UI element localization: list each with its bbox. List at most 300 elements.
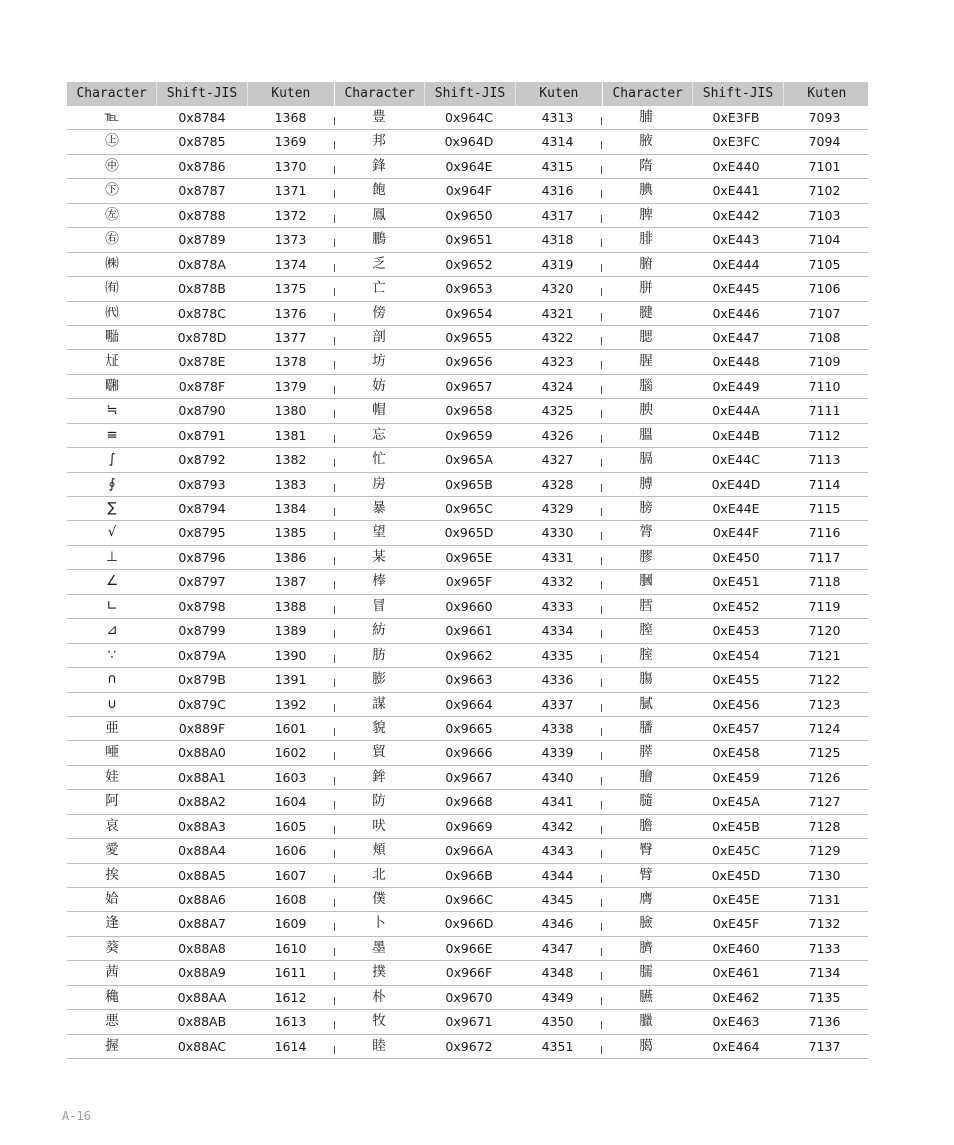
header-shift-jis: Shift-JIS bbox=[424, 82, 514, 106]
character-cell: ∮ bbox=[108, 475, 116, 492]
kuten-cell: 4320 bbox=[541, 281, 574, 297]
shift-jis-cell: 0x966B bbox=[445, 867, 493, 883]
row-group-1 bbox=[67, 961, 334, 984]
table-row bbox=[67, 546, 868, 570]
character-cell: 穐 bbox=[105, 988, 119, 1005]
kuten-cell: 4315 bbox=[541, 158, 574, 174]
row-group-3 bbox=[601, 546, 868, 569]
shift-jis-cell: 0x8798 bbox=[178, 598, 226, 614]
kuten-cell: 4337 bbox=[541, 696, 574, 712]
shift-jis-cell: 0x879C bbox=[178, 696, 226, 712]
kuten-cell: 7117 bbox=[808, 549, 841, 565]
shift-jis-cell: 0xE44E bbox=[712, 501, 760, 516]
shift-jis-cell: 0xE444 bbox=[712, 256, 760, 272]
kuten-cell: 7109 bbox=[808, 354, 841, 370]
kuten-cell: 7119 bbox=[808, 598, 841, 614]
shift-jis-cell: 0x8791 bbox=[178, 427, 226, 443]
character-cell: 腴 bbox=[639, 402, 653, 419]
row-group-3 bbox=[601, 766, 868, 789]
shift-jis-cell: 0x965E bbox=[445, 549, 493, 565]
row-group-3 bbox=[601, 570, 868, 593]
table-row bbox=[67, 741, 868, 765]
character-cell: 姶 bbox=[105, 891, 119, 907]
shift-jis-cell: 0xE443 bbox=[712, 232, 760, 248]
kuten-cell: 4349 bbox=[541, 989, 574, 1005]
row-group-1 bbox=[67, 204, 334, 227]
row-group-3 bbox=[601, 961, 868, 984]
kuten-cell: 4343 bbox=[541, 843, 574, 859]
kuten-cell: 7094 bbox=[808, 134, 841, 150]
kuten-cell: 7103 bbox=[808, 207, 841, 223]
kuten-cell: 1373 bbox=[274, 232, 307, 248]
character-cell: 腮 bbox=[639, 328, 653, 345]
row-group-1 bbox=[67, 717, 334, 740]
character-cell: 腟 bbox=[639, 646, 653, 663]
kuten-cell: 1392 bbox=[274, 696, 307, 712]
shift-jis-cell: 0x878D bbox=[177, 329, 227, 345]
shift-jis-cell: 0x8797 bbox=[178, 574, 226, 590]
header-character: Character bbox=[344, 86, 415, 101]
kuten-cell: 4324 bbox=[541, 378, 574, 394]
row-group-1 bbox=[67, 595, 334, 618]
row-group-1 bbox=[67, 521, 334, 544]
row-group-3 bbox=[601, 155, 868, 178]
shift-jis-cell: 0x8799 bbox=[178, 623, 226, 639]
row-group-1 bbox=[67, 277, 334, 300]
character-cell: 豊 bbox=[372, 109, 386, 125]
row-group-3 bbox=[601, 253, 868, 276]
character-cell: 忘 bbox=[372, 426, 386, 443]
row-group-1 bbox=[67, 106, 334, 129]
kuten-cell: 4332 bbox=[541, 574, 574, 590]
row-group-1 bbox=[67, 741, 334, 764]
character-cell: 膾 bbox=[639, 768, 653, 785]
kuten-cell: 4330 bbox=[541, 525, 574, 541]
kuten-cell: 4314 bbox=[541, 134, 574, 150]
row-group-3 bbox=[601, 1035, 868, 1058]
character-cell: 冒 bbox=[372, 597, 386, 614]
character-cell: 隋 bbox=[639, 157, 653, 174]
header-shift-jis: Shift-JIS bbox=[156, 82, 246, 106]
shift-jis-cell: 0x966A bbox=[445, 843, 493, 859]
shift-jis-cell: 0x8785 bbox=[178, 134, 226, 150]
kuten-cell: 7118 bbox=[808, 574, 841, 590]
shift-jis-cell: 0xE3FC bbox=[712, 134, 760, 150]
row-group-3 bbox=[601, 350, 868, 373]
character-cell: 帽 bbox=[372, 402, 386, 419]
character-cell: 貿 bbox=[372, 744, 386, 761]
kuten-cell: 4344 bbox=[541, 867, 574, 883]
row-group-3 bbox=[601, 424, 868, 447]
character-cell: 吠 bbox=[372, 817, 386, 834]
shift-jis-cell: 0x88A6 bbox=[178, 892, 226, 907]
character-cell: 愛 bbox=[105, 842, 119, 859]
row-group-1 bbox=[67, 668, 334, 691]
kuten-cell: 1380 bbox=[274, 403, 307, 419]
row-group-2 bbox=[334, 986, 601, 1009]
row-group-1 bbox=[67, 375, 334, 398]
kuten-cell: 4323 bbox=[541, 354, 574, 370]
character-cell: 腋 bbox=[639, 133, 653, 150]
shift-jis-cell: 0x88A0 bbox=[178, 745, 226, 761]
character-cell: 剖 bbox=[372, 328, 386, 345]
kuten-cell: 4331 bbox=[541, 549, 574, 565]
kuten-cell: 4333 bbox=[541, 598, 574, 614]
row-group-1 bbox=[67, 350, 334, 373]
character-cell: 膣 bbox=[639, 622, 653, 639]
row-group-3 bbox=[601, 619, 868, 642]
row-group-1 bbox=[67, 693, 334, 716]
character-cell: 腱 bbox=[639, 304, 653, 321]
shift-jis-cell: 0x878B bbox=[178, 281, 226, 297]
character-cell: 朴 bbox=[372, 988, 386, 1005]
kuten-cell: 4339 bbox=[541, 745, 574, 761]
kuten-cell: 4322 bbox=[541, 329, 574, 345]
character-cell: 亜 bbox=[105, 719, 119, 736]
character-cell: 乏 bbox=[372, 255, 386, 272]
character-cell: ㍽ bbox=[105, 353, 119, 370]
shift-jis-cell: 0x964F bbox=[445, 183, 493, 199]
row-group-1 bbox=[67, 1035, 334, 1058]
character-cell: 膃 bbox=[639, 426, 653, 443]
kuten-cell: 4348 bbox=[541, 965, 574, 981]
character-cell: 坊 bbox=[372, 353, 386, 370]
kuten-cell: 7123 bbox=[808, 696, 841, 712]
table-row bbox=[67, 888, 868, 912]
kuten-cell: 1602 bbox=[274, 745, 307, 761]
row-group-3 bbox=[601, 302, 868, 325]
row-group-2 bbox=[334, 937, 601, 960]
row-group-1 bbox=[67, 912, 334, 935]
kuten-cell: 1391 bbox=[274, 672, 307, 688]
character-cell: 臀 bbox=[639, 842, 653, 859]
shift-jis-cell: 0x88A9 bbox=[178, 965, 226, 981]
row-group-1 bbox=[67, 399, 334, 422]
character-cell: 謀 bbox=[372, 695, 386, 712]
row-group-2 bbox=[334, 521, 601, 544]
character-cell: 膤 bbox=[639, 597, 653, 614]
character-cell: √ bbox=[107, 524, 117, 541]
kuten-cell: 7124 bbox=[808, 720, 841, 736]
table-row bbox=[67, 839, 868, 863]
row-group-2 bbox=[334, 864, 601, 887]
header-group-2 bbox=[334, 82, 602, 106]
character-cell: 防 bbox=[372, 793, 386, 810]
kuten-cell: 7135 bbox=[808, 989, 841, 1005]
character-cell: 牧 bbox=[372, 1013, 386, 1030]
row-group-3 bbox=[601, 179, 868, 202]
kuten-cell: 1382 bbox=[274, 452, 307, 468]
shift-jis-cell: 0xE453 bbox=[712, 623, 760, 639]
header-kuten: Kuten bbox=[783, 82, 870, 106]
row-group-3 bbox=[601, 497, 868, 520]
kuten-cell: 1369 bbox=[274, 134, 307, 150]
row-group-3 bbox=[601, 399, 868, 422]
shift-jis-cell: 0xE455 bbox=[712, 672, 760, 688]
row-group-1 bbox=[67, 424, 334, 447]
row-group-1 bbox=[67, 790, 334, 813]
shift-jis-cell: 0x9666 bbox=[445, 745, 493, 761]
kuten-cell: 4319 bbox=[541, 256, 574, 272]
table-row bbox=[67, 815, 868, 839]
shift-jis-cell: 0xE464 bbox=[712, 1038, 760, 1054]
shift-jis-cell: 0x9668 bbox=[445, 794, 493, 810]
table-row bbox=[67, 399, 868, 423]
shift-jis-cell: 0x889F bbox=[178, 720, 226, 736]
shift-jis-cell: 0xE454 bbox=[712, 647, 760, 663]
shift-jis-cell: 0x878E bbox=[178, 354, 226, 370]
kuten-cell: 1387 bbox=[274, 574, 307, 590]
row-group-1 bbox=[67, 766, 334, 789]
kuten-cell: 1612 bbox=[274, 989, 307, 1005]
shift-jis-cell: 0xE442 bbox=[712, 207, 760, 223]
row-group-2 bbox=[334, 424, 601, 447]
character-cell: 亡 bbox=[372, 280, 386, 297]
row-group-1 bbox=[67, 130, 334, 153]
kuten-cell: 1390 bbox=[274, 647, 307, 663]
row-group-2 bbox=[334, 473, 601, 496]
shift-jis-cell: 0xE450 bbox=[712, 549, 760, 565]
table-row bbox=[67, 864, 868, 888]
kuten-cell: 7120 bbox=[808, 623, 841, 639]
header-kuten: Kuten bbox=[247, 82, 334, 106]
table-row bbox=[67, 668, 868, 692]
kuten-cell: 4350 bbox=[541, 1014, 574, 1030]
row-group-2 bbox=[334, 277, 601, 300]
page-number: A-16 bbox=[62, 1109, 91, 1123]
shift-jis-cell: 0x9657 bbox=[445, 378, 493, 394]
shift-jis-cell: 0x965C bbox=[445, 501, 493, 516]
table-row bbox=[67, 106, 868, 130]
shift-jis-cell: 0x9665 bbox=[445, 720, 493, 736]
row-group-3 bbox=[601, 839, 868, 862]
row-group-2 bbox=[334, 619, 601, 642]
row-group-2 bbox=[334, 130, 601, 153]
row-group-2 bbox=[334, 961, 601, 984]
character-cell: 膨 bbox=[372, 671, 386, 688]
character-cell: 臂 bbox=[639, 866, 653, 883]
shift-jis-cell: 0xE458 bbox=[712, 745, 760, 761]
character-cell: 暴 bbox=[372, 500, 386, 516]
kuten-cell: 7102 bbox=[808, 183, 841, 199]
character-cell: ㊦ bbox=[105, 182, 119, 199]
shift-jis-cell: 0x9655 bbox=[445, 329, 493, 345]
shift-jis-cell: 0x966E bbox=[445, 940, 493, 956]
kuten-cell: 7133 bbox=[808, 940, 841, 956]
shift-jis-cell: 0xE44D bbox=[711, 476, 761, 492]
kuten-cell: 1374 bbox=[274, 256, 307, 272]
kuten-cell: 1371 bbox=[274, 183, 307, 199]
kuten-cell: 1379 bbox=[274, 378, 307, 394]
kuten-cell: 1604 bbox=[274, 794, 307, 810]
header-shift-jis: Shift-JIS bbox=[692, 82, 782, 106]
row-group-3 bbox=[601, 448, 868, 471]
shift-jis-cell: 0x9650 bbox=[445, 207, 493, 223]
character-cell: 悪 bbox=[105, 1013, 119, 1030]
shift-jis-cell: 0xE446 bbox=[712, 305, 760, 321]
shift-jis-cell: 0x9653 bbox=[445, 281, 493, 297]
character-cell: 膈 bbox=[639, 451, 653, 468]
row-group-2 bbox=[334, 1035, 601, 1058]
shift-jis-cell: 0xE459 bbox=[712, 769, 760, 785]
row-group-3 bbox=[601, 521, 868, 544]
shift-jis-cell: 0x9651 bbox=[445, 232, 493, 248]
shift-jis-cell: 0x964E bbox=[445, 158, 493, 174]
character-cell: ∫ bbox=[108, 451, 116, 468]
kuten-cell: 7130 bbox=[808, 867, 841, 883]
character-cell: 脯 bbox=[639, 109, 653, 125]
shift-jis-cell: 0x8790 bbox=[178, 403, 226, 419]
character-cell: 膽 bbox=[639, 817, 653, 834]
encoding-table bbox=[67, 82, 868, 1059]
kuten-cell: 1381 bbox=[274, 427, 307, 443]
shift-jis-cell: 0xE45D bbox=[711, 867, 761, 883]
shift-jis-cell: 0x88A3 bbox=[178, 818, 226, 834]
kuten-cell: 4325 bbox=[541, 403, 574, 419]
table-row bbox=[67, 277, 868, 301]
kuten-cell: 1607 bbox=[274, 867, 307, 883]
header-group-3 bbox=[602, 82, 870, 106]
row-group-2 bbox=[334, 693, 601, 716]
kuten-cell: 4346 bbox=[541, 916, 574, 932]
row-group-2 bbox=[334, 595, 601, 618]
kuten-cell: 7116 bbox=[808, 525, 841, 541]
shift-jis-cell: 0xE452 bbox=[712, 598, 760, 614]
row-group-3 bbox=[601, 473, 868, 496]
kuten-cell: 1388 bbox=[274, 598, 307, 614]
character-cell: 膰 bbox=[639, 719, 653, 736]
table-row bbox=[67, 497, 868, 521]
kuten-cell: 7104 bbox=[808, 232, 841, 248]
character-cell: ∟ bbox=[106, 597, 118, 614]
shift-jis-cell: 0xE460 bbox=[712, 940, 760, 956]
character-cell: 握 bbox=[105, 1037, 119, 1054]
table-row bbox=[67, 448, 868, 472]
shift-jis-cell: 0x8796 bbox=[178, 549, 226, 565]
character-cell: 腥 bbox=[639, 353, 653, 370]
kuten-cell: 1386 bbox=[274, 549, 307, 565]
character-cell: 逢 bbox=[105, 915, 119, 932]
row-group-2 bbox=[334, 375, 601, 398]
character-cell: 葵 bbox=[105, 939, 119, 956]
row-group-3 bbox=[601, 1010, 868, 1033]
row-group-2 bbox=[334, 668, 601, 691]
kuten-cell: 7129 bbox=[808, 843, 841, 859]
shift-jis-cell: 0xE451 bbox=[712, 574, 760, 590]
shift-jis-cell: 0x966F bbox=[445, 965, 493, 981]
character-cell: 妨 bbox=[372, 377, 386, 394]
character-cell: 頬 bbox=[372, 842, 386, 859]
kuten-cell: 4351 bbox=[541, 1038, 574, 1054]
character-cell: 忙 bbox=[372, 451, 386, 468]
kuten-cell: 7128 bbox=[808, 818, 841, 834]
character-cell: 娃 bbox=[105, 768, 119, 785]
table-row bbox=[67, 350, 868, 374]
character-cell: ㈲ bbox=[105, 280, 119, 297]
shift-jis-cell: 0x966C bbox=[445, 892, 493, 907]
shift-jis-cell: 0x9671 bbox=[445, 1014, 493, 1030]
table-row bbox=[67, 1035, 868, 1059]
shift-jis-cell: 0x9670 bbox=[445, 989, 493, 1005]
row-group-3 bbox=[601, 717, 868, 740]
character-cell: 房 bbox=[372, 475, 386, 492]
kuten-cell: 4345 bbox=[541, 892, 574, 907]
table-body bbox=[67, 106, 868, 1059]
table-row bbox=[67, 570, 868, 594]
character-cell: 臘 bbox=[639, 1013, 653, 1030]
character-cell: 唖 bbox=[105, 744, 119, 761]
kuten-cell: 7126 bbox=[808, 769, 841, 785]
kuten-cell: 4316 bbox=[541, 183, 574, 199]
kuten-cell: 4318 bbox=[541, 232, 574, 248]
character-cell: 鉾 bbox=[372, 768, 386, 785]
character-cell: 貌 bbox=[372, 719, 386, 736]
kuten-cell: 7127 bbox=[808, 794, 841, 810]
row-group-2 bbox=[334, 766, 601, 789]
row-group-1 bbox=[67, 546, 334, 569]
table-row bbox=[67, 595, 868, 619]
shift-jis-cell: 0xE45A bbox=[712, 794, 760, 810]
shift-jis-cell: 0xE441 bbox=[712, 183, 760, 199]
shift-jis-cell: 0x88A2 bbox=[178, 794, 226, 810]
table-row bbox=[67, 912, 868, 936]
kuten-cell: 7121 bbox=[808, 647, 841, 663]
shift-jis-cell: 0xE45F bbox=[712, 916, 760, 932]
table-row bbox=[67, 986, 868, 1010]
kuten-cell: 4317 bbox=[541, 207, 574, 223]
table-row bbox=[67, 766, 868, 790]
shift-jis-cell: 0x88AC bbox=[177, 1038, 227, 1054]
character-cell: 某 bbox=[372, 548, 386, 565]
kuten-cell: 7131 bbox=[808, 892, 841, 907]
shift-jis-cell: 0x88A8 bbox=[178, 940, 226, 956]
row-group-1 bbox=[67, 155, 334, 178]
kuten-cell: 4327 bbox=[541, 452, 574, 468]
row-group-1 bbox=[67, 619, 334, 642]
kuten-cell: 1384 bbox=[274, 501, 307, 516]
shift-jis-cell: 0xE44A bbox=[712, 403, 760, 419]
shift-jis-cell: 0xE462 bbox=[712, 989, 760, 1005]
kuten-cell: 4334 bbox=[541, 623, 574, 639]
kuten-cell: 7134 bbox=[808, 965, 841, 981]
shift-jis-cell: 0x88AB bbox=[177, 1014, 227, 1030]
shift-jis-cell: 0x9669 bbox=[445, 818, 493, 834]
table-row bbox=[67, 1010, 868, 1034]
character-cell: 臍 bbox=[639, 939, 653, 956]
row-group-1 bbox=[67, 326, 334, 349]
row-group-3 bbox=[601, 937, 868, 960]
row-group-2 bbox=[334, 717, 601, 740]
character-cell: 睦 bbox=[372, 1037, 386, 1054]
kuten-cell: 7107 bbox=[808, 305, 841, 321]
row-group-2 bbox=[334, 326, 601, 349]
shift-jis-cell: 0x9659 bbox=[445, 427, 493, 443]
character-cell: 臉 bbox=[639, 915, 653, 932]
shift-jis-cell: 0xE45B bbox=[712, 818, 760, 834]
row-group-2 bbox=[334, 790, 601, 813]
character-cell: 阿 bbox=[105, 793, 119, 810]
shift-jis-cell: 0x9663 bbox=[445, 672, 493, 688]
table-row bbox=[67, 253, 868, 277]
shift-jis-cell: 0xE447 bbox=[712, 329, 760, 345]
header-character: Character bbox=[612, 86, 683, 101]
shift-jis-cell: 0x8794 bbox=[178, 501, 226, 516]
shift-jis-cell: 0x88A7 bbox=[178, 916, 226, 932]
character-cell: 膊 bbox=[639, 475, 653, 492]
kuten-cell: 1378 bbox=[274, 354, 307, 370]
character-cell: 臙 bbox=[639, 988, 653, 1005]
shift-jis-cell: 0x88AA bbox=[177, 989, 227, 1005]
